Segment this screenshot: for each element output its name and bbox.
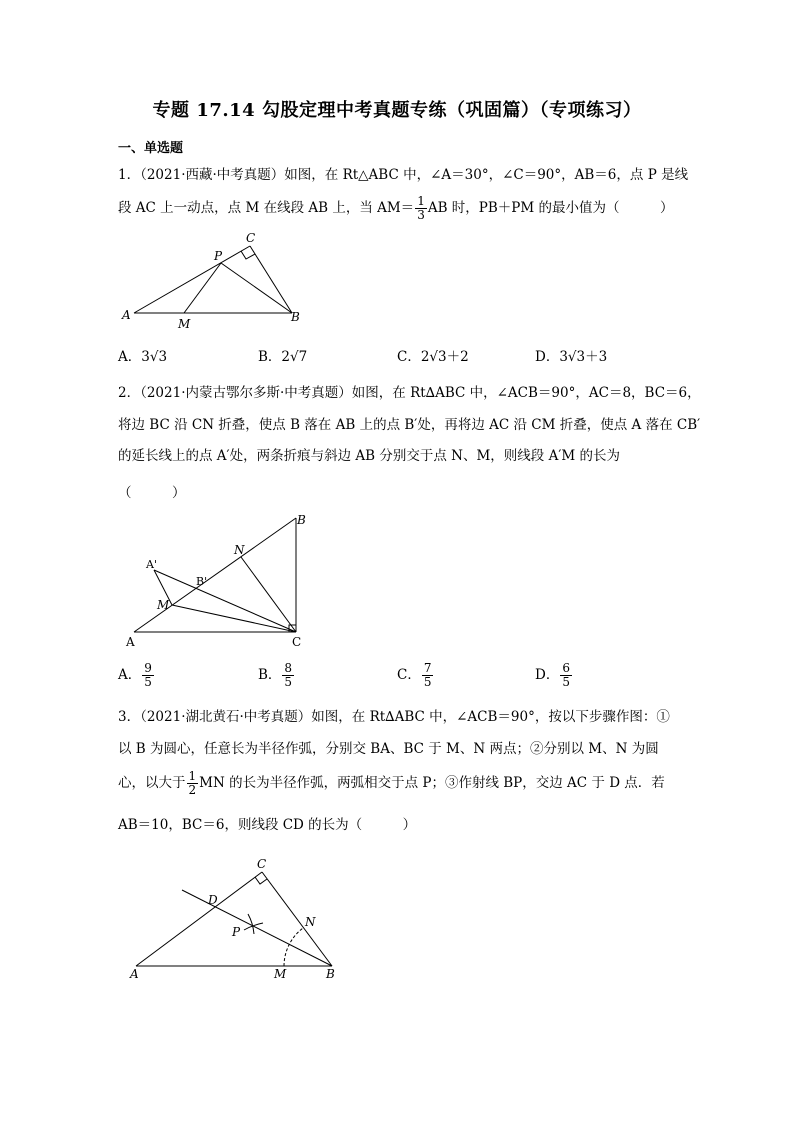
q3-segment-cb	[262, 872, 332, 966]
q3-line-2: 以 B 为圆心，任意长为半径作弧，分别交 BA、BC 于 M、N 两点；②分别以 M、N 为圆	[118, 741, 659, 757]
q2-figure	[120, 508, 320, 653]
q3-segment-ac	[136, 872, 262, 966]
q1-line-2	[118, 195, 674, 222]
q2-label-m: M	[157, 598, 170, 612]
q1-line-2b: AB 时，PB＋PM 的最小值为（ ）	[427, 200, 674, 216]
q2-segment-cm	[172, 605, 296, 632]
q2-segment-ca-prime	[154, 570, 296, 632]
q2-label-c: C	[292, 635, 302, 649]
q3-fraction: $\frac{1}{2}$	[188, 769, 197, 797]
q2-option-d[interactable]: D． $\frac{6}{5}$	[535, 661, 570, 689]
q1-line-2a: 段 AC 上一动点，点 M 在线段 AB 上，当 AM＝	[118, 200, 415, 216]
q3-label-d: D	[208, 893, 218, 907]
q2-segment-ab	[134, 518, 296, 632]
q2-label-a: A	[126, 635, 135, 649]
q2-label-b: B	[297, 513, 306, 527]
section-heading: 一、单选题	[118, 141, 184, 156]
q1-label-c: C	[246, 231, 256, 245]
q1-segment-pb	[221, 263, 292, 313]
q2-label-b-prime: B'	[196, 575, 208, 588]
q1-label-b: B	[291, 310, 300, 324]
page-title: 专题 17.14 勾股定理中考真题专练（巩固篇）（专项练习）	[152, 100, 642, 121]
q1-option-a[interactable]: A．3√3	[118, 349, 168, 365]
q2-label-n: N	[234, 543, 245, 557]
q1-line-1: 1．（2021·西藏·中考真题）如图，在 Rt△ABC 中，∠A＝30°，∠C＝90°，AB＝6，点 P 是线	[118, 167, 689, 183]
q2-line-4: （ ）	[118, 485, 186, 501]
q1-label-p: P	[214, 249, 223, 263]
q3-label-c: C	[257, 857, 267, 871]
q3-label-n: N	[305, 915, 316, 929]
q2-label-a-prime: A'	[146, 558, 157, 571]
q3-label-m: M	[274, 967, 287, 981]
q2-line-1: 2．（2021·内蒙古鄂尔多斯·中考真题）如图，在 Rt∆ABC 中，∠ACB＝90°，AC＝8，BC＝6，	[118, 385, 701, 401]
q2-line-3: 的延长线上的点 A′处，两条折痕与斜边 AB 分别交于点 N、M，则线段 A′M 的长为	[118, 448, 621, 464]
q1-right-angle-mark	[241, 251, 255, 259]
q3-line-4: AB＝10，BC＝6，则线段 CD 的长为（ ）	[118, 817, 417, 833]
q1-segment-pm	[184, 263, 221, 313]
q3-right-angle-mark	[255, 877, 267, 884]
q1-segment-cb	[250, 246, 292, 313]
q2-line-2: 将边 BC 沿 CN 折叠，使点 B 落在 AB 上的点 B′处，再将边 AC 沿 CM 折叠，使点 A 落在 CB′	[118, 417, 701, 433]
q3-line-1: 3．（2021·湖北黄石·中考真题）如图，在 Rt∆ABC 中，∠ACB＝90°，按以下步骤作图：①	[118, 709, 670, 725]
q1-option-c[interactable]: C．2√3＋2	[397, 349, 469, 365]
q1-label-a: A	[122, 308, 131, 322]
q1-option-b[interactable]: B．2√7	[258, 349, 308, 365]
q2-segment-cn	[241, 557, 296, 632]
q3-label-b: B	[326, 967, 335, 981]
q1-option-d[interactable]: D．3√3＋3	[535, 349, 608, 365]
q3-label-a: A	[130, 967, 139, 981]
q1-label-m: M	[178, 317, 191, 331]
q2-option-c[interactable]: C． $\frac{7}{5}$	[397, 661, 432, 689]
q1-figure	[120, 228, 320, 333]
q2-option-b[interactable]: B． $\frac{8}{5}$	[258, 661, 293, 689]
q1-fraction: $\frac{1}{3}$	[417, 194, 425, 222]
q3-figure	[120, 852, 350, 987]
q3-label-p: P	[232, 925, 241, 939]
q2-option-a[interactable]: A． $\frac{9}{5}$	[118, 661, 152, 689]
q3-line-3: 心，以大于 $\frac{1}{2}$ MN 的长为半径作弧，两弧相交于点 P；③作射线 BP，交边 AC 于 D 点．若	[118, 769, 665, 797]
